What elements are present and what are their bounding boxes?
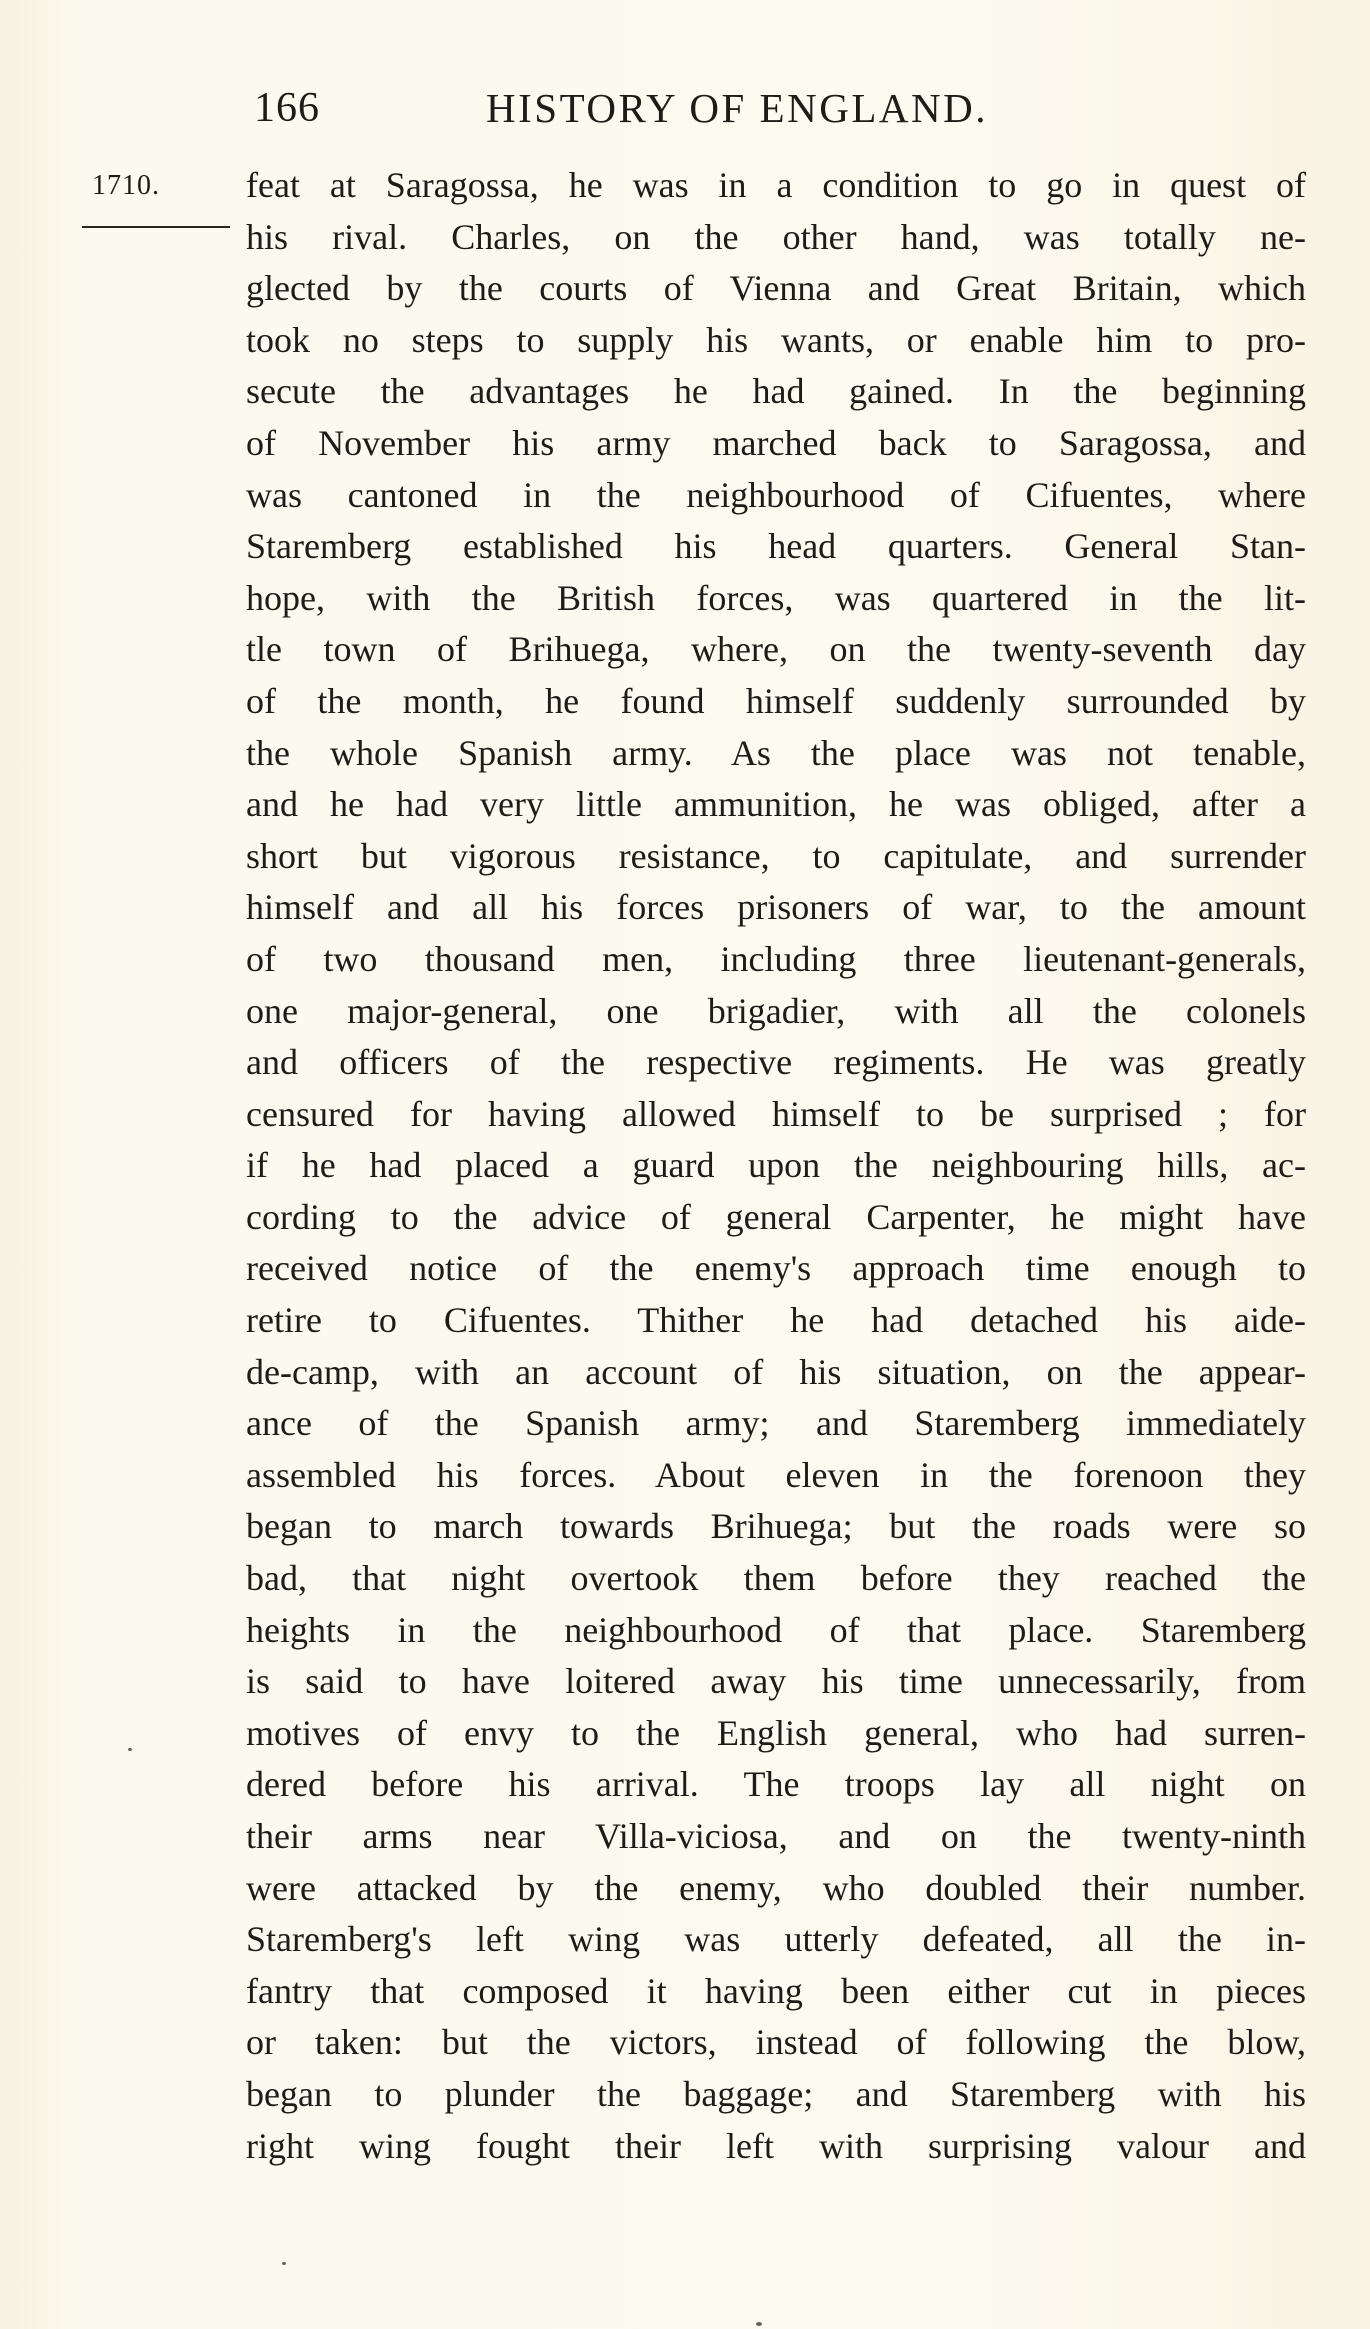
text-line: is said to have loitered away his time unnecessarily, from — [246, 1661, 1306, 1702]
text-line: were attacked by the enemy, who doubled their number. — [246, 1867, 1306, 1908]
text-line: glected by the courts of Vienna and Great Britain, which — [246, 268, 1306, 309]
text-line: received notice of the enemy's approach time enough to — [246, 1248, 1306, 1289]
text-line: one major-general, one brigadier, with all the colonels — [246, 990, 1306, 1031]
text-line: hope, with the British forces, was quartered in the lit- — [246, 577, 1306, 618]
paper-speck — [128, 1748, 132, 1751]
text-line: and he had very little ammunition, he was obliged, after a — [246, 784, 1306, 825]
text-line: feat at Saragossa, he was in a condition to go in quest of — [246, 165, 1306, 205]
text-line: the whole Spanish army. As the place was not tenable, — [246, 732, 1306, 773]
text-line: de-camp, with an account of his situation, on the appear- — [246, 1351, 1306, 1392]
text-line: heights in the neighbourhood of that place. Staremberg — [246, 1609, 1306, 1650]
page-number: 166 — [254, 85, 320, 131]
text-line: assembled his forces. About eleven in the forenoon they — [246, 1454, 1306, 1495]
text-line: if he had placed a guard upon the neighbouring hills, ac- — [246, 1145, 1306, 1186]
text-line: fantry that composed it having been either cut in pieces — [246, 1970, 1306, 2011]
text-line: their arms near Villa-viciosa, and on the twenty-ninth — [246, 1816, 1306, 1856]
body-text — [246, 160, 1306, 2172]
text-line: of November his army marched back to Saragossa, and — [246, 422, 1306, 463]
text-line: bad, that night overtook them before they reached the — [246, 1558, 1306, 1599]
text-line: himself and all his forces prisoners of war, to the amount — [246, 887, 1306, 928]
text-line: Staremberg's left wing was utterly defeated, all the in- — [246, 1919, 1306, 1960]
text-line: cording to the advice of general Carpenter, he might have — [246, 1196, 1306, 1237]
text-line: tle town of Brihuega, where, on the twenty-seventh day — [246, 629, 1306, 670]
paper-speck — [756, 2322, 762, 2326]
text-line: his rival. Charles, on the other hand, was totally ne- — [246, 216, 1306, 257]
text-line: and officers of the respective regiments. He was greatly — [246, 1042, 1306, 1083]
running-head — [246, 84, 1306, 144]
text-line: Staremberg established his head quarters. General Stan- — [246, 526, 1306, 567]
text-line: began to march towards Brihuega; but the roads were so — [246, 1506, 1306, 1547]
text-line: censured for having allowed himself to be surprised ; for — [246, 1093, 1306, 1134]
text-line: of two thousand men, including three lieutenant-generals, — [246, 938, 1306, 979]
text-line: of the month, he found himself suddenly surrounded by — [246, 680, 1306, 721]
text-line: retire to Cifuentes. Thither he had detached his aide- — [246, 1300, 1306, 1341]
text-line: ance of the Spanish army; and Staremberg immediately — [246, 1403, 1306, 1444]
text-line: dered before his arrival. The troops lay all night on — [246, 1764, 1306, 1805]
text-line: took no steps to supply his wants, or enable him to pro- — [246, 319, 1306, 360]
text-line: or taken: but the victors, instead of following the blow, — [246, 2022, 1306, 2063]
text-line: was cantoned in the neighbourhood of Cifuentes, where — [246, 474, 1306, 515]
text-line: began to plunder the baggage; and Staremberg with his — [246, 2073, 1306, 2114]
margin-rule — [82, 226, 230, 228]
text-line: secute the advantages he had gained. In the beginning — [246, 371, 1306, 412]
header-title: HISTORY OF ENGLAND. — [486, 85, 988, 131]
text-line: short but vigorous resistance, to capitulate, and surrender — [246, 835, 1306, 876]
text-line: right wing fought their left with surprising valour and — [246, 2125, 1306, 2166]
text-line: motives of envy to the English general, who had surren- — [246, 1712, 1306, 1753]
paper-speck — [282, 2262, 286, 2265]
margin-year: 1710. — [92, 170, 160, 201]
